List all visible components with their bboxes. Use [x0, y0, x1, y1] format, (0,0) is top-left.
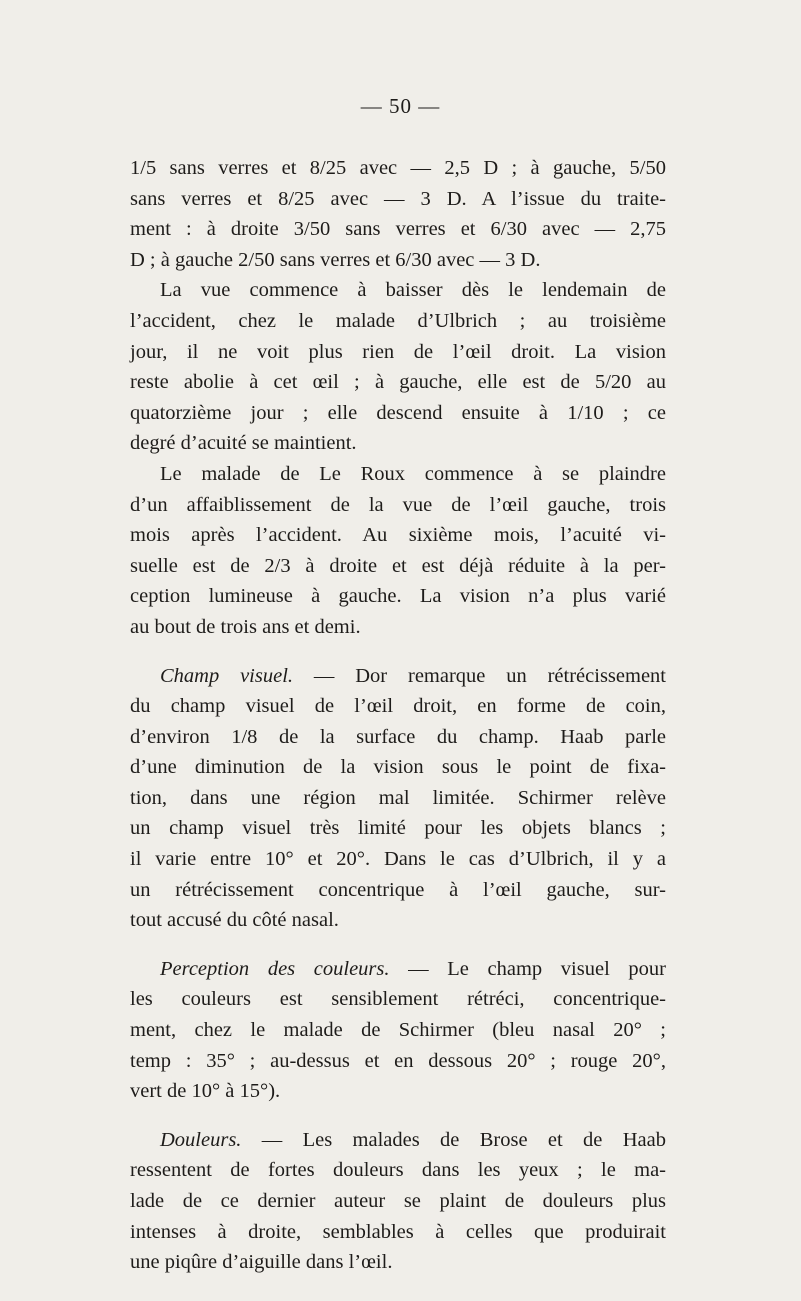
text-line: sans verres et 8/25 avec — 3 D. A l’issue du traite-: [130, 187, 666, 210]
text-line: les couleurs est sensiblement rétréci, concentrique-: [130, 988, 666, 1011]
text-line: 1/5 sans verres et 8/25 avec — 2,5 D ; à gauche, 5/50: [130, 157, 666, 179]
text-line: au bout de trois ans et demi.: [130, 615, 361, 638]
text-line: tion, dans une région mal limitée. Schirmer relève: [130, 786, 666, 809]
text-line: une piqûre d’aiguille dans l’œil.: [130, 1251, 393, 1274]
text-run: — Le champ visuel pour: [389, 957, 666, 980]
text-line: un rétrécissement concentrique à l’œil gauche, sur-: [130, 878, 666, 901]
text-line: ment : à droite 3/50 sans verres et 6/30 avec — 2,75: [130, 218, 666, 241]
text-line: La vue commence à baisser dès le lendemain de: [160, 279, 666, 302]
section-douleurs: [130, 1125, 666, 1278]
text-line: ment, chez le malade de Schirmer (bleu nasal 20° ;: [130, 1019, 666, 1042]
paragraph-gap: [130, 643, 666, 661]
text-line: Le malade de Le Roux commence à se plaindre: [160, 462, 666, 485]
text-run: — Dor remarque un rétrécissement: [293, 664, 666, 687]
text-line: il varie entre 10° et 20°. Dans le cas d’Ulbrich, il y a: [130, 848, 666, 871]
text-line: quatorzième jour ; elle descend ensuite à 1/10 ; ce: [130, 401, 666, 424]
text-line: intenses à droite, semblables à celles que produirait: [130, 1220, 666, 1243]
text-line: D ; à gauche 2/50 sans verres et 6/30 avec — 3 D.: [130, 248, 541, 271]
text-line: un champ visuel très limité pour les objets blancs ;: [130, 817, 666, 840]
paragraph-gap: [130, 936, 666, 954]
text-line: suelle est de 2/3 à droite et est déjà réduite à la per-: [130, 554, 666, 577]
section-title: Champ visuel.: [160, 664, 294, 687]
paragraph-le-roux: [130, 459, 666, 643]
text-line: vert de 10° à 15°).: [130, 1080, 281, 1103]
text-line: [130, 954, 666, 985]
section-perception-couleurs: [130, 954, 666, 1107]
text-line: temp : 35° ; au-dessus et en dessous 20° ; rouge 20°,: [130, 1049, 666, 1072]
text-line: reste abolie à cet œil ; à gauche, elle est de 5/20 au: [130, 371, 666, 394]
paragraph-ulbrich-vision: [130, 275, 666, 459]
text-line: lade de ce dernier auteur se plaint de douleurs plus: [130, 1190, 666, 1212]
text-line: d’un affaiblissement de la vue de l’œil gauche, trois: [130, 493, 666, 516]
text-line: d’environ 1/8 de la surface du champ. Haab parle: [130, 725, 666, 748]
text-line: ception lumineuse à gauche. La vision n’a plus varié: [130, 585, 666, 608]
paragraph-acuity-measurements: [130, 153, 666, 275]
body-text: [130, 153, 666, 1278]
text-line: degré d’acuité se maintient.: [130, 432, 357, 455]
section-title: Perception des couleurs.: [160, 957, 390, 980]
text-line: l’accident, chez le malade d’Ulbrich ; au troisième: [130, 309, 666, 332]
text-line: mois après l’accident. Au sixième mois, l’acuité vi-: [130, 524, 666, 547]
section-champ-visuel: [130, 661, 666, 936]
text-line: du champ visuel de l’œil droit, en forme de coin,: [130, 695, 666, 718]
text-line: jour, il ne voit plus rien de l’œil droit. La vision: [130, 340, 666, 363]
section-title: Douleurs.: [160, 1128, 242, 1151]
text-line: ressentent de fortes douleurs dans les yeux ; le ma-: [130, 1159, 666, 1182]
page-number: — 50 —: [360, 94, 441, 118]
text-line: tout accusé du côté nasal.: [130, 909, 339, 932]
text-line: d’une diminution de la vision sous le point de fixa-: [130, 756, 666, 779]
paragraph-gap: [130, 1107, 666, 1125]
text-run: — Les malades de Brose et de Haab: [241, 1128, 666, 1151]
text-line: [130, 1125, 666, 1156]
text-line: [130, 661, 666, 692]
